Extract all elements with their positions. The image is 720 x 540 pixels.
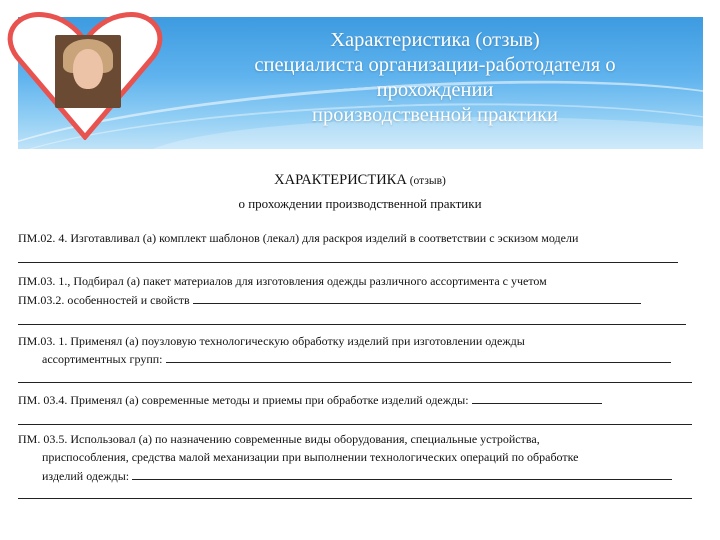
- answer-line[interactable]: [18, 382, 692, 383]
- document-subheading: о прохождении производственной практики: [238, 196, 482, 211]
- portrait-photo: [55, 35, 121, 108]
- competency-item: ассортиментных групп:: [42, 350, 671, 367]
- title-line: производственной практики: [311, 104, 559, 126]
- competency-item: изделий одежды:: [42, 467, 672, 484]
- answer-line[interactable]: [132, 467, 672, 480]
- title-line: Характеристика (отзыв): [330, 29, 540, 51]
- title-line: специалиста организации-работодателя о: [254, 54, 616, 76]
- answer-line[interactable]: [18, 324, 686, 325]
- answer-line[interactable]: [18, 498, 692, 499]
- answer-line[interactable]: [166, 350, 671, 363]
- answer-line[interactable]: [472, 391, 602, 404]
- competency-item: ПМ.03. 1., Подбирал (а) пакет материалов для изготовления одежды различного ассортимента с учетом: [18, 274, 547, 288]
- document-heading: ХАРАКТЕРИСТИКА (отзыв): [274, 172, 446, 188]
- title-line: прохождении: [376, 79, 494, 101]
- answer-line[interactable]: [193, 291, 641, 304]
- page-title: [180, 28, 690, 128]
- answer-line[interactable]: [18, 424, 692, 425]
- competency-item: ПМ.03.2. особенностей и свойств: [18, 291, 641, 308]
- heart-frame: [5, 5, 165, 140]
- competency-item: ПМ. 03.5. Использовал (а) по назначению современные виды оборудования, специальные устройства,: [18, 432, 540, 446]
- competency-item: приспособления, средства малой механизации при выполнении технологических операций по обработке: [42, 450, 579, 464]
- competency-item: ПМ.02. 4. Изготавливал (а) комплект шаблонов (лекал) для раскроя изделий в соответствии с эскизом модели: [18, 231, 579, 245]
- competency-item: ПМ. 03.4. Применял (а) современные методы и приемы при обработке изделий одежды:: [18, 391, 602, 408]
- answer-line[interactable]: [18, 262, 678, 263]
- competency-item: ПМ.03. 1. Применял (а) поузловую технологическую обработку изделий при изготовлении одежды: [18, 334, 525, 348]
